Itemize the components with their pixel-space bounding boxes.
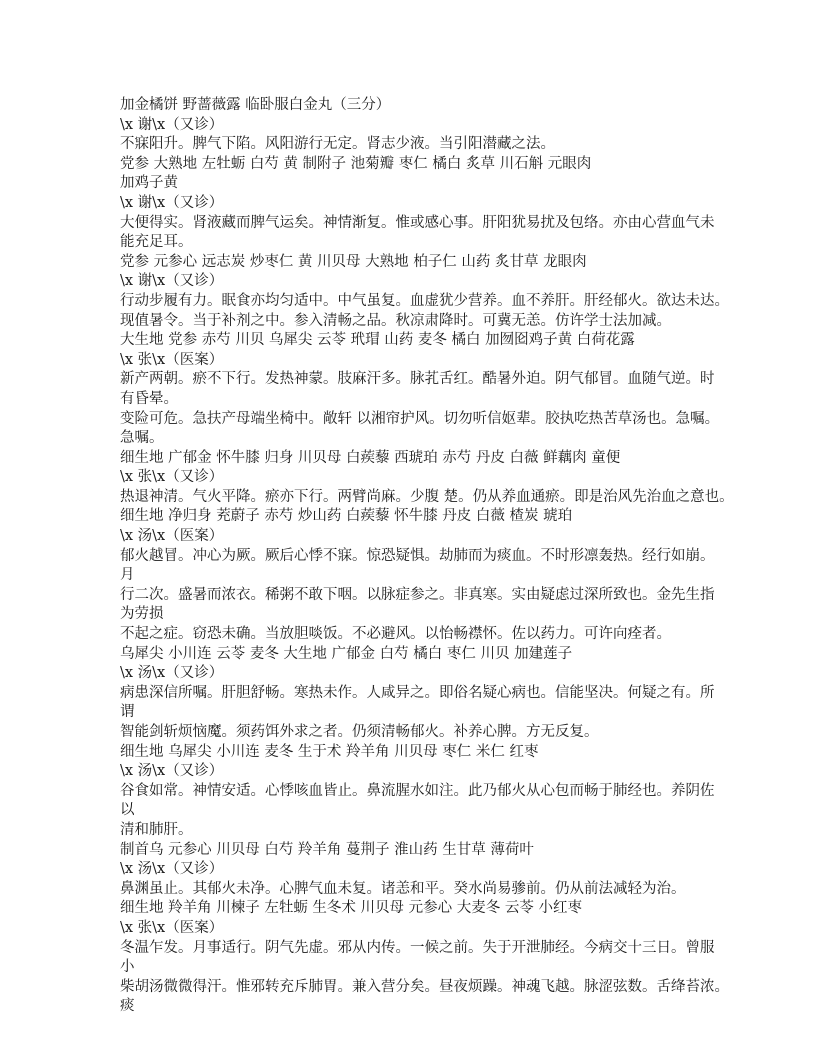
text-line: \x 谢\x（又诊） — [120, 273, 224, 290]
text-line: 不起之症。窃恐未确。当放胆啖饭。不必避风。以怡畅襟怀。佐以药力。可许向痊者。 — [120, 626, 671, 643]
text-line: 加金橘饼 野蔷薇露 临卧服白金丸（三分） — [120, 97, 391, 113]
text-line: \x 汤\x（医案） — [120, 528, 224, 545]
text-line: 党参 元参心 远志炭 炒枣仁 黄 川贝母 大熟地 柏子仁 山药 炙甘草 龙眼肉 — [120, 253, 587, 270]
text-line: 月 — [120, 567, 135, 584]
text-line: 细生地 净归身 茺蔚子 赤芍 炒山药 白蒺藜 怀牛膝 丹皮 白薇 楂炭 琥珀 — [120, 508, 573, 525]
text-line: 细生地 乌犀尖 小川连 麦冬 生于术 羚羊角 川贝母 枣仁 米仁 红枣 — [120, 743, 539, 760]
text-line: 谷食如常。神情安适。心悸咳血皆止。鼻流腥水如注。此乃郁火从心包而畅于肺经也。养阴佐 — [120, 782, 715, 799]
text-line: 变险可危。急扶产母端坐椅中。敞轩 以湘帘护风。切勿听信妪辈。胶执吃热苦草汤也。急嘱。 — [120, 410, 720, 427]
text-line: \x 张\x（医案） — [120, 351, 224, 368]
text-line: 急嘱。 — [120, 430, 164, 447]
text-line: 谓 — [120, 704, 135, 721]
text-line: 郁火越冒。冲心为厥。厥后心悸不寐。惊恐疑惧。劫肺而为痰血。不时形凛轰热。经行如崩。 — [120, 547, 715, 564]
text-line: 大生地 党参 赤芍 川贝 乌犀尖 云苓 玳瑁 山药 麦冬 橘白 加囫囵鸡子黄 白荷花露 — [120, 332, 635, 349]
text-line: 热退神清。气火平降。瘀亦下行。两臂尚麻。少腹 楚。仍从养血通瘀。即是治风先治血之意也。 — [120, 488, 734, 505]
text-line: \x 谢\x（又诊） — [120, 116, 224, 133]
text-line: 鼻渊虽止。其郁火未净。心脾气血未复。诸恙和平。癸水尚易骖前。仍从前法减轻为治。 — [120, 880, 686, 897]
text-line: 冬温乍发。月事适行。阴气先虚。邪从内传。一候之前。失于开泄肺经。今病交十三日。曾服 — [120, 939, 715, 956]
text-line: 细生地 羚羊角 川楝子 左牡蛎 生冬术 川贝母 元参心 大麦冬 云苓 小红枣 — [120, 900, 582, 917]
text-line: 加鸡子黄 — [120, 175, 178, 192]
text-line: \x 汤\x（又诊） — [120, 763, 224, 780]
text-line: 清和肺肝。 — [120, 821, 193, 838]
text-line: 细生地 广郁金 怀牛膝 归身 川贝母 白蒺藜 西琥珀 赤芍 丹皮 白薇 鲜藕肉 童便 — [120, 449, 621, 466]
text-line: \x 张\x（又诊） — [120, 469, 224, 486]
text-line: 党参 大熟地 左牡蛎 白芍 黄 制附子 池菊瓣 枣仁 橘白 炙草 川石斛 元眼肉 — [120, 155, 592, 172]
text-line: 柴胡汤微微得汗。惟邪转充斥肺胃。兼入营分矣。昼夜烦躁。神魂飞越。脉涩弦数。舌绛苔浓。 — [120, 978, 729, 995]
text-line: 行二次。盛暑而浓衣。稀粥不敢下咽。以脉症参之。非真寒。实由疑虑过深所致也。金先生指 — [120, 586, 715, 603]
text-line: 现值暑令。当于补剂之中。参入清畅之品。秋凉肃降时。可冀无恙。仿许学士法加减。 — [120, 312, 671, 329]
text-line: 病患深信所嘱。肝胆舒畅。寒热未作。人咸异之。即俗名疑心病也。信能坚决。何疑之有。所 — [120, 684, 715, 701]
text-line: 有昏晕。 — [120, 390, 178, 407]
text-line: 以 — [120, 802, 135, 819]
text-line: 大便得实。肾液藏而脾气运矣。神情渐复。惟或感心事。肝阳犹易扰及包络。亦由心营血气未 — [120, 214, 715, 231]
text-line: 智能剑斩烦恼魔。须药饵外求之者。仍须清畅郁火。补养心脾。方无反复。 — [120, 724, 599, 740]
text-line: \x 谢\x（又诊） — [120, 194, 224, 211]
text-line: 能充足耳。 — [120, 234, 193, 251]
text-line: \x 汤\x（又诊） — [120, 861, 224, 878]
text-line: 为劳损 — [120, 606, 164, 623]
text-line: 乌犀尖 小川连 云苓 麦冬 大生地 广郁金 白芍 橘白 枣仁 川贝 加建莲子 — [120, 645, 573, 662]
document-page — [120, 96, 734, 1017]
text-line: 痰 — [120, 998, 135, 1015]
text-line: \x 汤\x（又诊） — [120, 665, 224, 682]
text-line: 不寐阳升。脾气下陷。风阳游行无定。肾志少液。当引阳潜藏之法。 — [120, 136, 555, 153]
text-line: 新产两朝。瘀不下行。发热神蒙。肢麻汗多。脉芤舌红。酷暑外迫。阴气郁冒。血随气逆。时 — [120, 371, 715, 388]
text-line: 小 — [120, 959, 135, 976]
text-line: 行动步履有力。眠食亦均匀适中。中气虽复。血虚犹少营养。血不养肝。肝经郁火。欲达未达。 — [120, 292, 729, 309]
text-line: 制首乌 元参心 川贝母 白芍 羚羊角 蔓荆子 淮山药 生甘草 薄荷叶 — [120, 841, 534, 858]
text-line: \x 张\x（医案） — [120, 919, 224, 936]
